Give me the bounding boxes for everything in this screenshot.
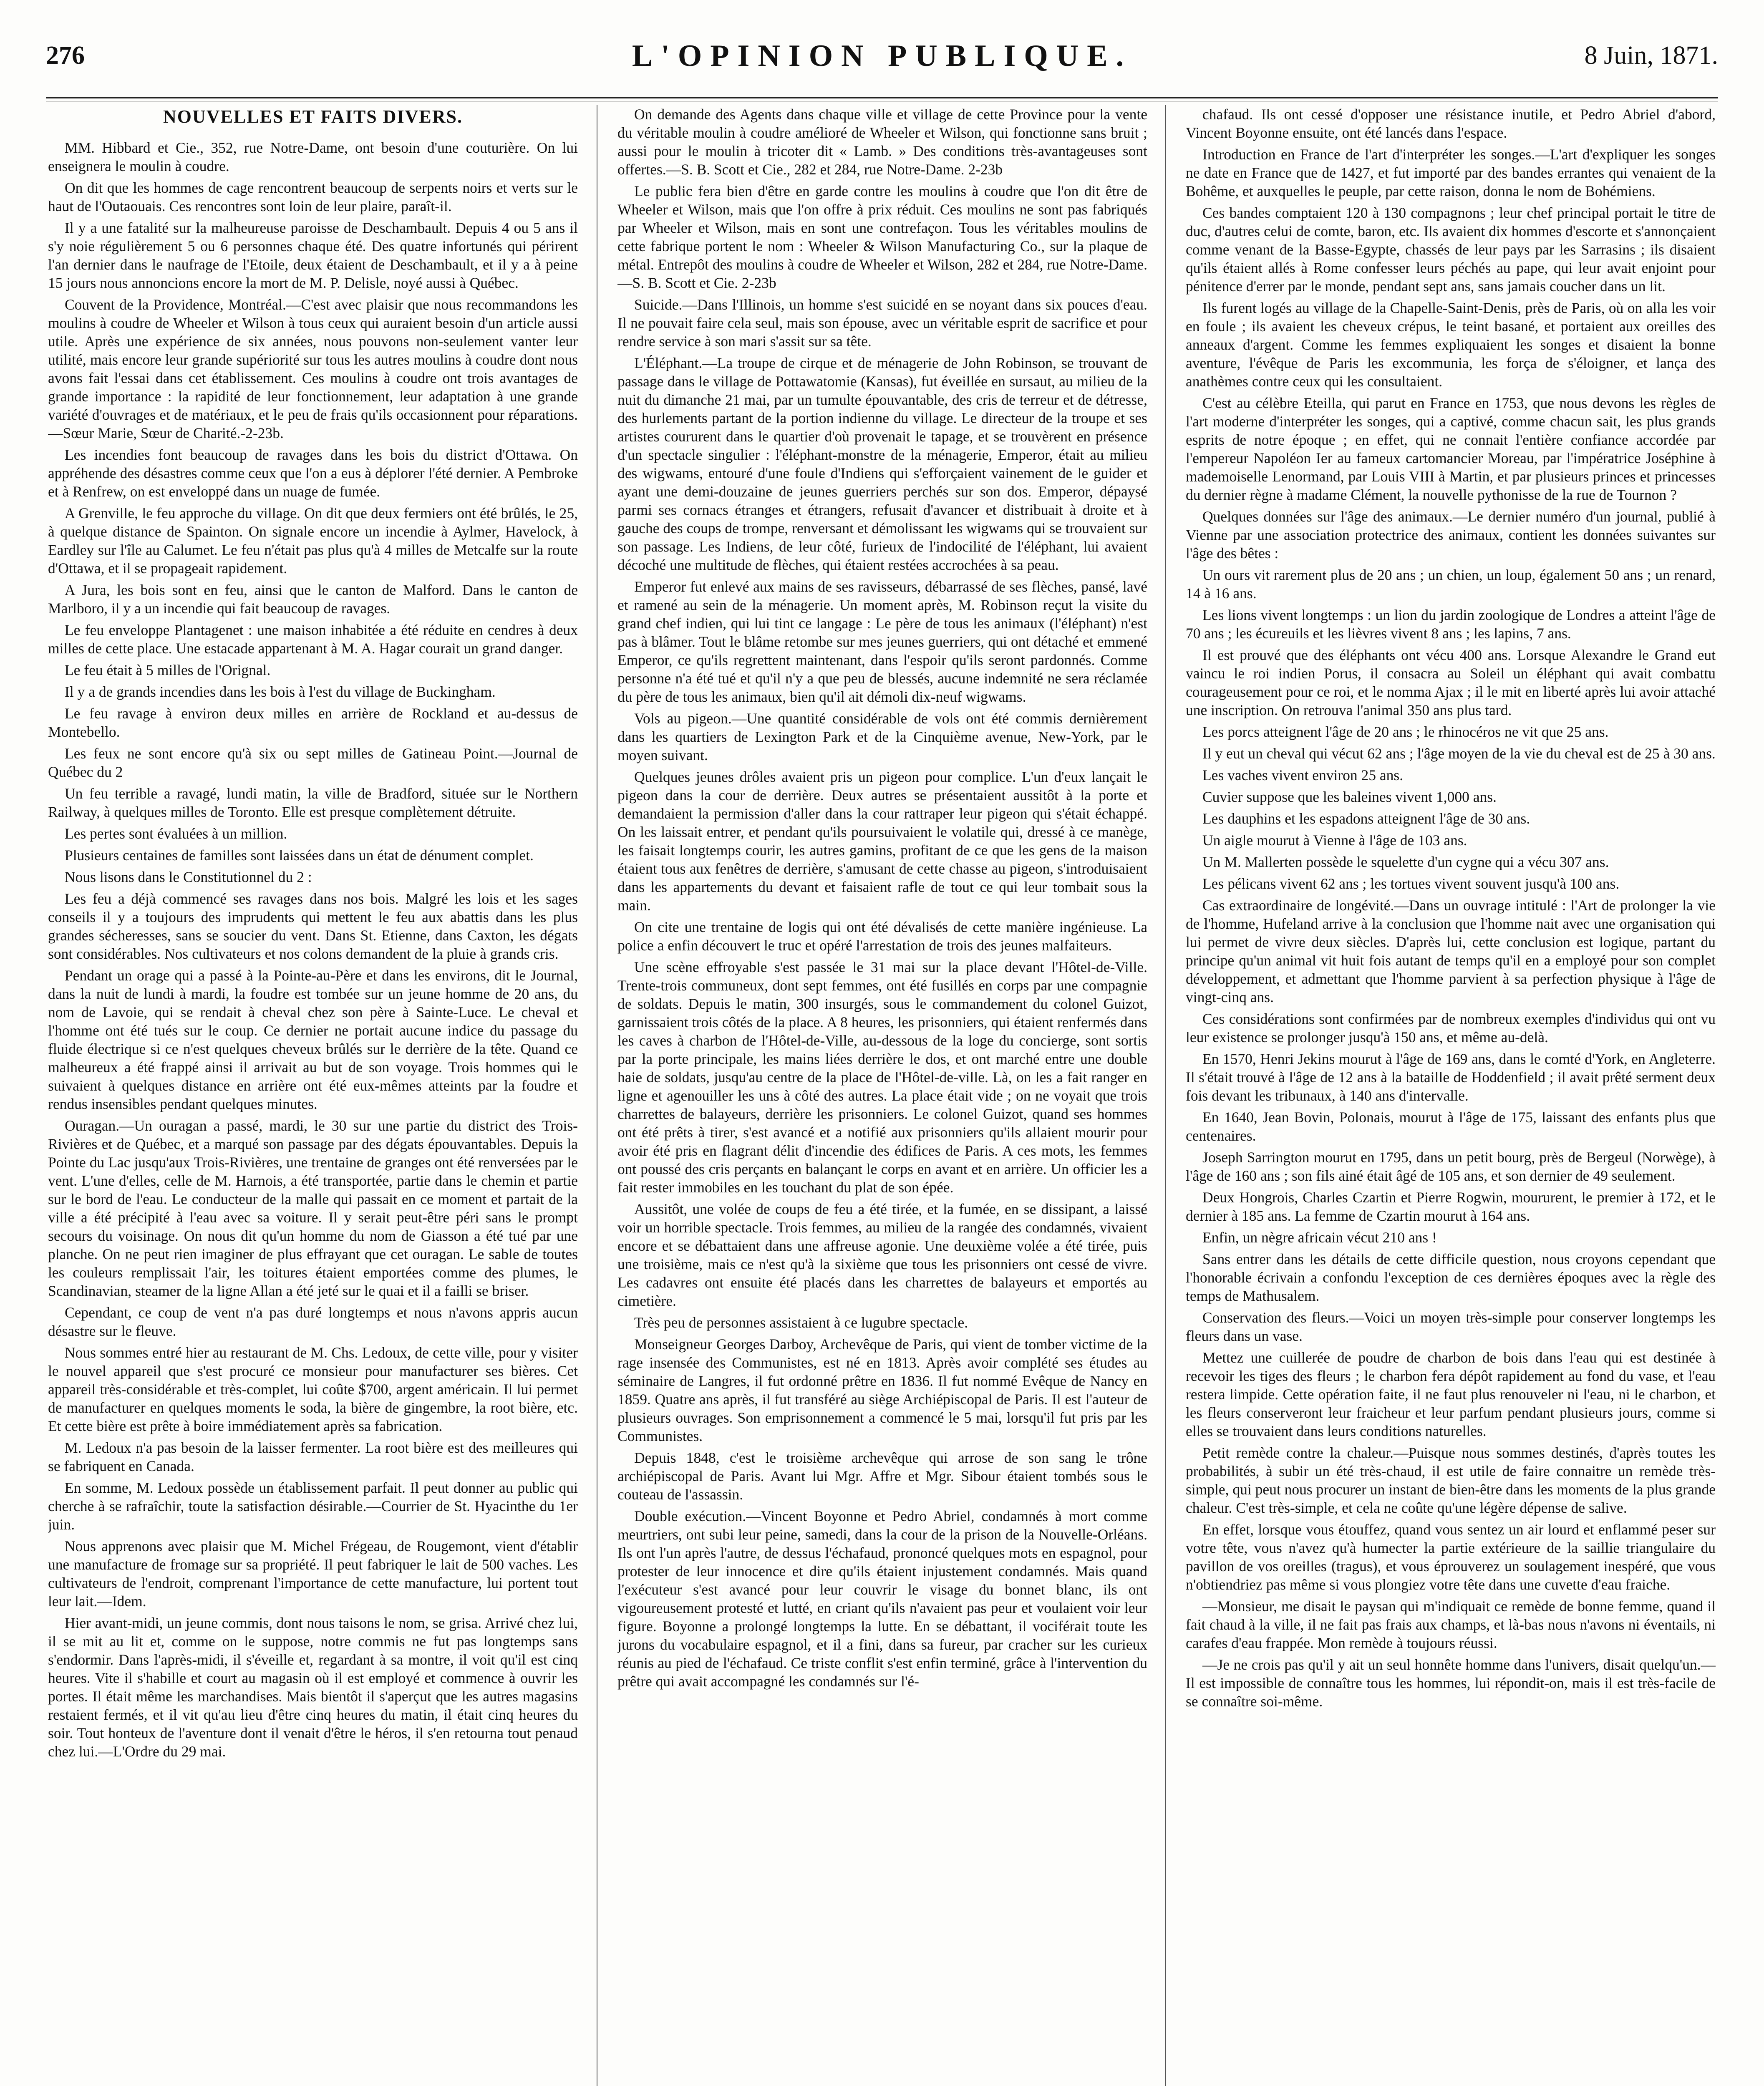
article-paragraph: Les pertes sont évaluées à un million.: [65, 825, 287, 842]
newspaper-title: L'OPINION PUBLIQUE.: [632, 39, 1132, 73]
masthead-rule: [46, 97, 1718, 101]
article-paragraph: Le feu était à 5 milles de l'Orignal.: [65, 662, 271, 678]
issue-date: 8 Juin, 1871.: [1584, 41, 1718, 70]
article-paragraph: —Monsieur, me disait le paysan qui m'indiquait ce remède de bonne femme, quand il fait chaud à la ville, il ne fait pas frais aux champs, et là-bas nous n'avons ni éventails, ni carafes d'eau frappée. Mon remède à toujours réussi.: [1186, 1598, 1716, 1651]
article-paragraph: On demande des Agents dans chaque ville et village de cette Province pour la vente du véritable moulin à coudre amélioré de Wheeler et Wilson, qui fonctionne sans bruit ; aussi pour le moulin à tricoter dit « Lamb. » Des conditions très-avantageuses sont offertes.—S. B. Scott et Cie., 282 et 284, rue Notre-Dame. 2-23b: [617, 106, 1147, 178]
article-paragraph: Les lions vivent longtemps : un lion du jardin zoologique de Londres a atteint l'âge de 70 ans ; les écureuils et les lièvres vivent 8 ans ; les lapins, 7 ans.: [1186, 607, 1716, 642]
article-paragraph: Un ours vit rarement plus de 20 ans ; un chien, un loup, également 50 ans ; un renard, 14 à 16 ans.: [1186, 567, 1716, 602]
article-paragraph: Une scène effroyable s'est passée le 31 mai sur la place devant l'Hôtel-de-Ville. Trente-trois communeux, dont sept femmes, ont été fusillés en corps par une compagnie de soldats. Depuis le matin, 300 insurgés, sous le commandement du colonel Guizot, garnissaient trois côtés de la place. A 8 heures, les prisonniers, qui étaient renfermés dans les caves à charbon de l'Hôtel-de-Ville, au-dessous de la loge du concierge, sont sortis par la porte principale, les mains liées derrière le dos, et ont marché entre une double haie de soldats, jusqu'au centre de la place de l'Hôtel-de-ville. Là, on les a fait ranger en ligne et agenouiller les uns à côté des autres. La place était vide ; on ne voyait que trois charrettes de balayeurs, derrière les prisonniers. Le colonel Guizot, quand ses hommes ont été prêts à tirer, s'est avancé et a notifié aux prisonniers qu'ils allaient mourir pour avoir été pris en flagrant délit d'incendie des édifices de Paris. A ces mots, les femmes ont poussé des cris perçants en balançant le corps en avant et en arrière. Un officier les a fait rester immobiles en les touchant du plat de son épée.: [617, 959, 1147, 1196]
article-paragraph: chafaud. Ils ont cessé d'opposer une résistance inutile, et Pedro Abriel d'abord, Vincent Boyonne ensuite, ont été lancés dans l'espace.: [1186, 106, 1716, 141]
article-paragraph: Plusieurs centaines de familles sont laissées dans un état de dénument complet.: [65, 847, 534, 864]
article-paragraph: Emperor fut enlevé aux mains de ses ravisseurs, débarrassé de ses flèches, pansé, lavé et ramené au sein de la ménagerie. Un moment après, M. Robinson reçut la visite du grand chef indien, qui lui tint ce langage : Le père de tous les animaux (l'éléphant) n'est pas à blâmer. Tout le blâme retombe sur mes jeunes guerriers, qui ont détaché et emmené Emperor, ce qu'ils regrettent maintenant, dans l'espoir qu'ils seront pardonnés. Comme personne n'a été tué et qu'il n'y a que peu de blessés, aucune indemnité ne sera réclamée du père de tous les animaux, bien qu'il ait démoli dix-neuf wigwams.: [617, 578, 1147, 705]
article-paragraph: Double exécution.—Vincent Boyonne et Pedro Abriel, condamnés à mort comme meurtriers, ont subi leur peine, samedi, dans la cour de la prison de la Nouvelle-Orléans. Ils ont l'un après l'autre, de dessus l'échafaud, prononcé quelques mots en espagnol, pour protester de leur innocence et dire qu'ils étaient injustement condamnés. Mais quand l'exécuteur s'est avancé pour leur couvrir le visage du bonnet blanc, ils ont vigoureusement protesté et lutté, en criant qu'ils n'avaient pas peur et voulaient voir leur figure. Boyonne a prolongé longtemps la lutte. En se débattant, il vociférait toute les jurons du vocabulaire espagnol, et il a fini, dans sa fureur, par cracher sur les curieux réunis au pied de l'échafaud. Ce triste conflit s'est enfin terminé, grâce à l'intervention du prêtre qui avait accompagné les condamnés sur l'é-: [617, 1508, 1147, 1690]
article-paragraph: En effet, lorsque vous étouffez, quand vous sentez un air lourd et enflammé peser sur votre tête, vous n'avez qu'à humecter la partie extérieure de la saillie triangulaire du pavillon de vos oreilles (tragus), et vous éprouverez un soulagement inespéré, que vous n'obtiendriez pas même si vous plongiez votre tête dans une cuvette d'eau fraiche.: [1186, 1521, 1716, 1593]
article-paragraph: En somme, M. Ledoux possède un établissement parfait. Il peut donner au public qui cherche à se rafraîchir, toute la satisfaction désirable.—Courrier de St. Hyacinthe du 1er juin.: [48, 1479, 578, 1533]
article-paragraph: Conservation des fleurs.—Voici un moyen très-simple pour conserver longtemps les fleurs dans un vase.: [1186, 1309, 1716, 1344]
page-number: 276: [46, 41, 85, 70]
article-paragraph: Ces bandes comptaient 120 à 130 compagnons ; leur chef principal portait le titre de duc, d'autres celui de comte, baron, etc. Ils avaient dix hommes d'escorte et s'annonçaient comme venant de la Basse-Egypte, chassés de leur pays par les Sarrasins ; ils disaient qu'ils étaient allés à Rome confesser leurs péchés au pape, qui leur avait enjoint pour pénitence d'errer par le monde, pendant sept ans, sans jamais coucher dans un lit.: [1186, 204, 1716, 295]
article-paragraph: On dit que les hommes de cage rencontrent beaucoup de serpents noirs et verts sur le haut de l'Outaouais. Ces rencontres sont loin de leur plaire, paraît-il.: [48, 179, 578, 214]
article-paragraph: Depuis 1848, c'est le troisième archevêque qui arrose de son sang le trône archiépiscopal de Paris. Avant lui Mgr. Affre et Mgr. Sibour étaient tombés sous le couteau de l'assassin.: [617, 1449, 1147, 1503]
article-paragraph: Introduction en France de l'art d'interpréter les songes.—L'art d'expliquer les songes ne date en France que de 1427, et fut importé par des bandes errantes qui venaient de la Bohême, et auxquelles le peuple, par cette raison, donna le nom de Bohémiens.: [1186, 146, 1716, 199]
article-paragraph: Vols au pigeon.—Une quantité considérable de vols ont été commis dernièrement dans les quartiers de Lexington Park et de la Cinquième avenue, New-York, par le moyen suivant.: [617, 710, 1147, 763]
article-paragraph: Sans entrer dans les détails de cette difficile question, nous croyons cependant que l'honorable écrivain a confondu l'exception de ces dernières époques avec la règle des temps de Mathusalem.: [1186, 1251, 1716, 1304]
article-paragraph: A Grenville, le feu approche du village. On dit que deux fermiers ont été brûlés, le 25, à quelque distance de Spainton. On signale encore un incendie à Aylmer, Havelock, à Eardley sur l'île au Calumet. Le feu n'était pas plus qu'à 4 milles de Metcalfe sur la route d'Ottawa, et il se propageait rapidement.: [48, 505, 578, 577]
article-paragraph: Le public fera bien d'être en garde contre les moulins à coudre que l'on dit être de Wheeler et Wilson, mais que l'on offre à prix réduit. Ces moulins ne sont pas fabriqués par Wheeler et Wilson, mais en sont une contrefaçon. Tous les véritables moulins de cette fabrique portent le nom : Wheeler & Wilson Manufacturing Co., sur la plaque de métal. Entrepôt des moulins à coudre de Wheeler et Wilson, 282 et 284, rue Notre-Dame.—S. B. Scott et Cie. 2-23b: [617, 183, 1147, 291]
article-paragraph: Un feu terrible a ravagé, lundi matin, la ville de Bradford, située sur le Northern Railway, à quelques milles de Toronto. Elle est presque complètement détruite.: [48, 785, 578, 820]
article-paragraph: Nous sommes entré hier au restaurant de M. Chs. Ledoux, de cette ville, pour y visiter le nouvel appareil que s'est procuré ce monsieur pour manufacturer ses bières. Cet appareil très-considérable et très-complet, lui coûte $700, argent américain. Il lui permet de manufacturer en quelques moments le soda, la bière de gingembre, la root bière, etc. Et cette bière est prête à boire immédiatement après sa fabrication.: [48, 1344, 578, 1434]
article-paragraph: C'est au célèbre Eteilla, qui parut en France en 1753, que nous devons les règles de l'art moderne d'interpréter les songes, qui a captivé, comme chacun sait, les plus grands esprits de notre époque ; en effet, qui ne connait l'entière confiance accordée par l'empereur Napoléon Ier au fameux cartomancier Moreau, par l'impératrice Joséphine à mademoiselle Lenormand, par Louis VIII à Martin, et par plusieurs princes et princesses du dernier règne à madame Clément, la nouvelle pythonisse de la rue de Tournon ?: [1186, 395, 1716, 503]
article-paragraph: Aussitôt, une volée de coups de feu a été tirée, et la fumée, en se dissipant, a laissé voir un horrible spectacle. Trois femmes, au milieu de la rangée des condamnés, vivaient encore et se débattaient dans une affreuse agonie. Une deuxième volée a été tirée, puis une troisième, mais ce n'est qu'à la sixième que tous les prisonniers ont cessé de vivre. Les cadavres ont ensuite été placés dans les charrettes de balayeurs et emportés au cimetière.: [617, 1201, 1147, 1309]
column-divider: [1165, 105, 1166, 2086]
article-paragraph: Mettez une cuillerée de poudre de charbon de bois dans l'eau qui est destinée à recevoir les tiges des fleurs ; le charbon fera dépôt rapidement au fond du vase, et l'eau restera limpide. Cette opération faite, il ne faut plus renouveler ni l'eau, ni le charbon, et les fleurs conserveront leur fraicheur et leur parfum pendant plusieurs jours, comme si elles se trouvaient dans leurs conditions naturelles.: [1186, 1349, 1716, 1439]
article-paragraph: Suicide.—Dans l'Illinois, un homme s'est suicidé en se noyant dans six pouces d'eau. Il ne pouvait faire cela seul, mais son épouse, avec un véritable esprit de sacrifice et pour rendre service à son mari s'assit sur sa tête.: [617, 296, 1147, 350]
article-paragraph: M. Ledoux n'a pas besoin de la laisser fermenter. La root bière est des meilleures qui se fabriquent en Canada.: [48, 1439, 578, 1474]
column-middle: [617, 105, 1147, 2086]
column-body: [48, 139, 578, 1761]
article-paragraph: On cite une trentaine de logis qui ont été dévalisés de cette manière ingénieuse. La police a enfin découvert le truc et opéré l'arrestation de trois des jeunes malfaiteurs.: [617, 919, 1147, 954]
article-paragraph: Les vaches vivent environ 25 ans.: [1202, 767, 1404, 784]
article-paragraph: Le feu ravage à environ deux milles en arrière de Rockland et au-dessus de Montebello.: [48, 705, 578, 740]
article-paragraph: En 1570, Henri Jekins mourut à l'âge de 169 ans, dans le comté d'York, en Angleterre. Il s'était trouvé à l'âge de 12 ans à la bataille de Hoddenfield ; il avait prêté serment deux fois devant les tribunaux, à 140 ans d'intervalle.: [1186, 1051, 1716, 1104]
article-paragraph: Cas extraordinaire de longévité.—Dans un ouvrage intitulé : l'Art de prolonger la vie de l'homme, Hufeland arrive à la conclusion que l'homme nait avec une organisation qui lui permet de vivre deux siècles. D'après lui, cette conclusion est logique, partant du principe qu'un animal vit huit fois autant de temps qu'il en a employé pour son complet développement, et admettant que l'homme parvient à sa perfection physique à l'âge de vingt-cinq ans.: [1186, 897, 1716, 1005]
article-paragraph: Les feux ne sont encore qu'à six ou sept milles de Gatineau Point.—Journal de Québec du 2: [48, 745, 578, 780]
article-paragraph: Deux Hongrois, Charles Czartin et Pierre Rogwin, moururent, le premier à 172, et le dernier à 185 ans. La femme de Czartin mourut à 164 ans.: [1186, 1189, 1716, 1224]
article-paragraph: Ils furent logés au village de la Chapelle-Saint-Denis, près de Paris, où on alla les voir en foule ; ils avaient les cheveux crépus, le teint basané, et portaient aux oreilles des anneaux d'argent. Comme les femmes expliquaient les songes et disaient la bonne aventure, l'évêque de Paris les excommunia, les força de s'éloigner, et lança des anathèmes contre ceux qui les consultaient.: [1186, 300, 1716, 390]
article-paragraph: Pendant un orage qui a passé à la Pointe-au-Père et dans les environs, dit le Journal, dans la nuit de lundi à mardi, la foudre est tombée sur un jeune homme de 20 ans, du nom de Lavoie, qui se rendait à cheval chez son père à Sainte-Luce. Le cheval et l'homme ont été tués sur le coup. Ce dernier ne portait aucune indice du passage du fluide électrique si ce n'est quelques cheveux brûlés sur le derrière de la tête. Quand ce malheureux a été frappé ainsi il arrivait au but de son voyage. Trois hommes qui le suivaient à quelques distance en arrière ont été eux-mêmes atteints par la foudre et rendus insensibles pendant quelques minutes.: [48, 967, 578, 1112]
article-paragraph: Très peu de personnes assistaient à ce lugubre spectacle.: [634, 1314, 968, 1331]
article-paragraph: —Je ne crois pas qu'il y ait un seul honnête homme dans l'univers, disait quelqu'un.—Il est impossible de connaître tous les hommes, lui répondit-on, mais il est très-facile de se connaître soi-même.: [1186, 1656, 1716, 1710]
article-paragraph: Les dauphins et les espadons atteignent l'âge de 30 ans.: [1202, 810, 1530, 827]
article-paragraph: Nous apprenons avec plaisir que M. Michel Frégeau, de Rougemont, vient d'établir une manufacture de fromage sur sa propriété. Il peut fabriquer le lait de 500 vaches. Les cultivateurs de l'endroit, comprenant l'importance de cette manufacture, lui portent tout leur lait.—Idem.: [48, 1538, 578, 1610]
article-paragraph: Ces considérations sont confirmées par de nombreux exemples d'individus qui ont vu leur existence se prolonger jusqu'à 150 ans, et même au-delà.: [1186, 1010, 1716, 1046]
article-paragraph: Les feu a déjà commencé ses ravages dans nos bois. Malgré les lois et les sages conseils il y a toujours des imprudents qui mettent le feu aux abattis dans les plus grandes sécheresses, sans se soucier du vent. Dans St. Etienne, dans Caxton, les dégats sont considérables. Nos cultivateurs et nos colons demandent de la pluie à grands cris.: [48, 890, 578, 962]
article-paragraph: Le feu enveloppe Plantagenet : une maison inhabitée a été réduite en cendres à deux milles de cette place. Une estacade appartenant à M. A. Hagar courait un grand danger.: [48, 622, 578, 657]
article-paragraph: Il y a de grands incendies dans les bois à l'est du village de Buckingham.: [65, 683, 496, 700]
article-paragraph: Quelques jeunes drôles avaient pris un pigeon pour complice. L'un d'eux lançait le pigeon dans la cour de derrière. Deux autres se présentaient aussitôt à la porte et demandaient la permission d'aller dans la cour rattraper leur pigeon qui s'était échappé. On les laissait entrer, et pendant qu'ils poursuivaient le volatile qui, dressé à ce manège, les faisait longtemps courir, les autres gamins, profitant de ce que les gens de la maison étaient tous aux fenêtres de derrière, s'amusant de cette chasse au pigeon, s'introduisaient dans les appartements du devant et faisaient rafle de tout ce qui leur tombait sous la main.: [617, 768, 1147, 914]
article-paragraph: Hier avant-midi, un jeune commis, dont nous taisons le nom, se grisa. Arrivé chez lui, il se mit au lit et, comme on le suppose, notre commis ne fut pas longtemps sans s'endormir. Dans l'après-midi, il s'éveille et, regardant à sa montre, il voit qu'il est cinq heures. Vite il s'habille et court au magasin où il est employé et commence à ouvrir les portes. Il était même les marchandises. Mais bientôt il s'aperçut que les autres magasins restaient fermés, et il vit qu'au lieu d'être cinq heures du matin, il était cinq heures du soir. Tout honteux de l'aventure dont il venait d'être le héros, il s'en retourna tout penaud chez lui.—L'Ordre du 29 mai.: [48, 1615, 578, 1760]
article-paragraph: Les porcs atteignent l'âge de 20 ans ; le rhinocéros ne vit que 25 ans.: [1202, 723, 1609, 740]
article-paragraph: Cependant, ce coup de vent n'a pas duré longtemps et nous n'avons appris aucun désastre sur le fleuve.: [48, 1304, 578, 1339]
article-paragraph: Il y a une fatalité sur la malheureuse paroisse de Deschambault. Depuis 4 ou 5 ans il s'y noie régulièrement 5 ou 6 personnes chaque été. Des quatre infortunés qui périrent l'an dernier dans le naufrage de l'Etoile, deux étaient de Deschambault, et il y a à peine 15 jours nous annoncions encore la mort de M. P. Delisle, noyé aussi à Québec.: [48, 219, 578, 291]
section-heading: NOUVELLES ET FAITS DIVERS.: [163, 106, 463, 127]
article-paragraph: Nous lisons dans le Constitutionnel du 2 :: [65, 869, 312, 885]
article-paragraph: Joseph Sarrington mourut en 1795, dans un petit bourg, près de Bergeul (Norwège), à l'âge de 160 ans ; son fils ainé était âgé de 105 ans, et son dernier de 49 seulement.: [1186, 1149, 1716, 1184]
article-paragraph: Un M. Mallerten possède le squelette d'un cygne qui a vécu 307 ans.: [1202, 854, 1609, 870]
article-paragraph: Monseigneur Georges Darboy, Archevêque de Paris, qui vient de tomber victime de la rage insensée des Communistes, est né en 1813. Après avoir complété ses études au séminaire de Langres, il fut ordonné prêtre en 1836. Il fut nommé Evêque de Nancy en 1859. Quatre ans après, il fut transféré au siège Archiépiscopal de Paris. Il est l'auteur de plusieurs ouvrages. Son emprisonnement a commencé le 5 mai, lorsqu'il fut pris par les Communistes.: [617, 1336, 1147, 1444]
article-paragraph: Petit remède contre la chaleur.—Puisque nous sommes destinés, d'après toutes les probabilités, à subir un été très-chaud, il est utile de faire connaitre un remède très-simple, qui peut nous procurer un instant de bien-être dans les moments de la plus grande chaleur. C'est très-simple, et cela ne coûte qu'une légère dépense de salive.: [1186, 1444, 1716, 1516]
article-paragraph: Il est prouvé que des éléphants ont vécu 400 ans. Lorsque Alexandre le Grand eut vaincu le roi indien Porus, il consacra au Soleil un éléphant qui avait combattu courageusement pour ce roi, et le nomma Ajax ; il le mit en liberté après lui avoir attaché une inscription. On retrouva l'animal 350 ans plus tard.: [1186, 647, 1716, 718]
article-paragraph: L'Éléphant.—La troupe de cirque et de ménagerie de John Robinson, se trouvant de passage dans le village de Pottawatomie (Kansas), fut éveillée en sursaut, au milieu de la nuit du dimanche 21 mai, par un tumulte épouvantable, des cris de terreur et de détresse, des hurlements partant de la portion indienne du village. Le directeur de la troupe et ses artistes coururent dans le quartier d'où provenait le tapage, et se trouvèrent en présence d'un spectacle singulier : l'éléphant-monstre de la ménagerie, Emperor, était au milieu des wigwams, entouré d'une foule d'Indiens qui s'efforçaient vainement de le guider et ayant une demi-douzaine de jeunes guerriers perchés sur son dos. Emperor, dépaysé parmi ses cornacs étranges et étrangers, refusait d'avancer et distribuait à droite et à gauche des coups de trompe, renversant et démolissant les wigwams qui se trouvaient sur son passage. Les Indiens, de leur côté, furieux de l'indocilité de l'éléphant, lui avaient décoché une multitude de flèches, qui étaient restées accrochées à sa peau.: [617, 355, 1147, 573]
article-paragraph: Couvent de la Providence, Montréal.—C'est avec plaisir que nous recommandons les moulins à coudre de Wheeler et Wilson à tous ceux qui auraient besoin d'un article aussi utile. Après une expérience de six années, nous pouvons non-seulement vanter leur utilité, mais encore leur grande supériorité sur tous les autres moulins à coudre dont nous avons fait l'essai dans cet établissement. Ces moulins à coudre ont trois avantages de grande importance : la rapidité de leur fonctionnement, leur adaptation à une grande variété d'ouvrages et de matériaux, et le peu de frais qu'ils occasionnent pour réparations.—Sœur Marie, Sœur de Charité.-2-23b.: [48, 296, 578, 441]
column-left: [48, 105, 578, 2086]
article-paragraph: Enfin, un nègre africain vécut 210 ans !: [1202, 1229, 1437, 1246]
column-body: [1186, 105, 1716, 1711]
masthead: [46, 17, 1718, 79]
article-paragraph: Les incendies font beaucoup de ravages dans les bois du district d'Ottawa. On appréhende des désastres comme ceux que l'on a eus à déplorer l'été dernier. A Pembroke et à Renfrew, on est enveloppé dans un nuage de fumée.: [48, 446, 578, 500]
column-body: [617, 105, 1147, 1690]
article-paragraph: MM. Hibbard et Cie., 352, rue Notre-Dame, ont besoin d'une couturière. On lui enseignera le moulin à coudre.: [48, 139, 578, 174]
article-paragraph: Quelques données sur l'âge des animaux.—Le dernier numéro d'un journal, publié à Vienne par une association protectrice des animaux, contient les données suivantes sur l'âge des bêtes :: [1186, 508, 1716, 562]
article-paragraph: Un aigle mourut à Vienne à l'âge de 103 ans.: [1202, 832, 1467, 849]
article-paragraph: Les pélicans vivent 62 ans ; les tortues vivent souvent jusqu'à 100 ans.: [1202, 875, 1620, 892]
article-paragraph: Il y eut un cheval qui vécut 62 ans ; l'âge moyen de la vie du cheval est de 25 à 30 ans.: [1202, 745, 1716, 762]
column-right: [1186, 105, 1716, 2086]
article-paragraph: Ouragan.—Un ouragan a passé, mardi, le 30 sur une partie du district des Trois-Rivières et de Québec, et a marqué son passage par des dégats épouvantables. Depuis la Pointe du Lac jusqu'aux Trois-Rivières, une trentaine de granges ont été renversées par le vent. L'une d'elles, celle de M. Harnois, a été transportée, partie dans le chemin et partie sur le bord de l'eau. Le conducteur de la malle qui passait en ce moment et partait de la ville a été précipité à l'eau avec sa voiture. Il y serait peut-être péri sans le prompt secours du voisinage. On nous dit qu'un homme du nom de Giasson a été tué par une planche. On ne peut rien imaginer de plus effrayant que cet ouragan. Le sable de toutes les couleurs remplissait l'air, les toitures étaient emportées comme des plumes, le Scandinavian, steamer de la ligne Allan a été jeté sur le quai et il a failli se briser.: [48, 1117, 578, 1299]
article-paragraph: Cuvier suppose que les baleines vivent 1,000 ans.: [1202, 789, 1497, 805]
article-paragraph: En 1640, Jean Bovin, Polonais, mourut à l'âge de 175, laissant des enfants plus que centenaires.: [1186, 1109, 1716, 1144]
article-paragraph: A Jura, les bois sont en feu, ainsi que le canton de Malford. Dans le canton de Marlboro, il y a un incendie qui fait beaucoup de ravages.: [48, 582, 578, 617]
